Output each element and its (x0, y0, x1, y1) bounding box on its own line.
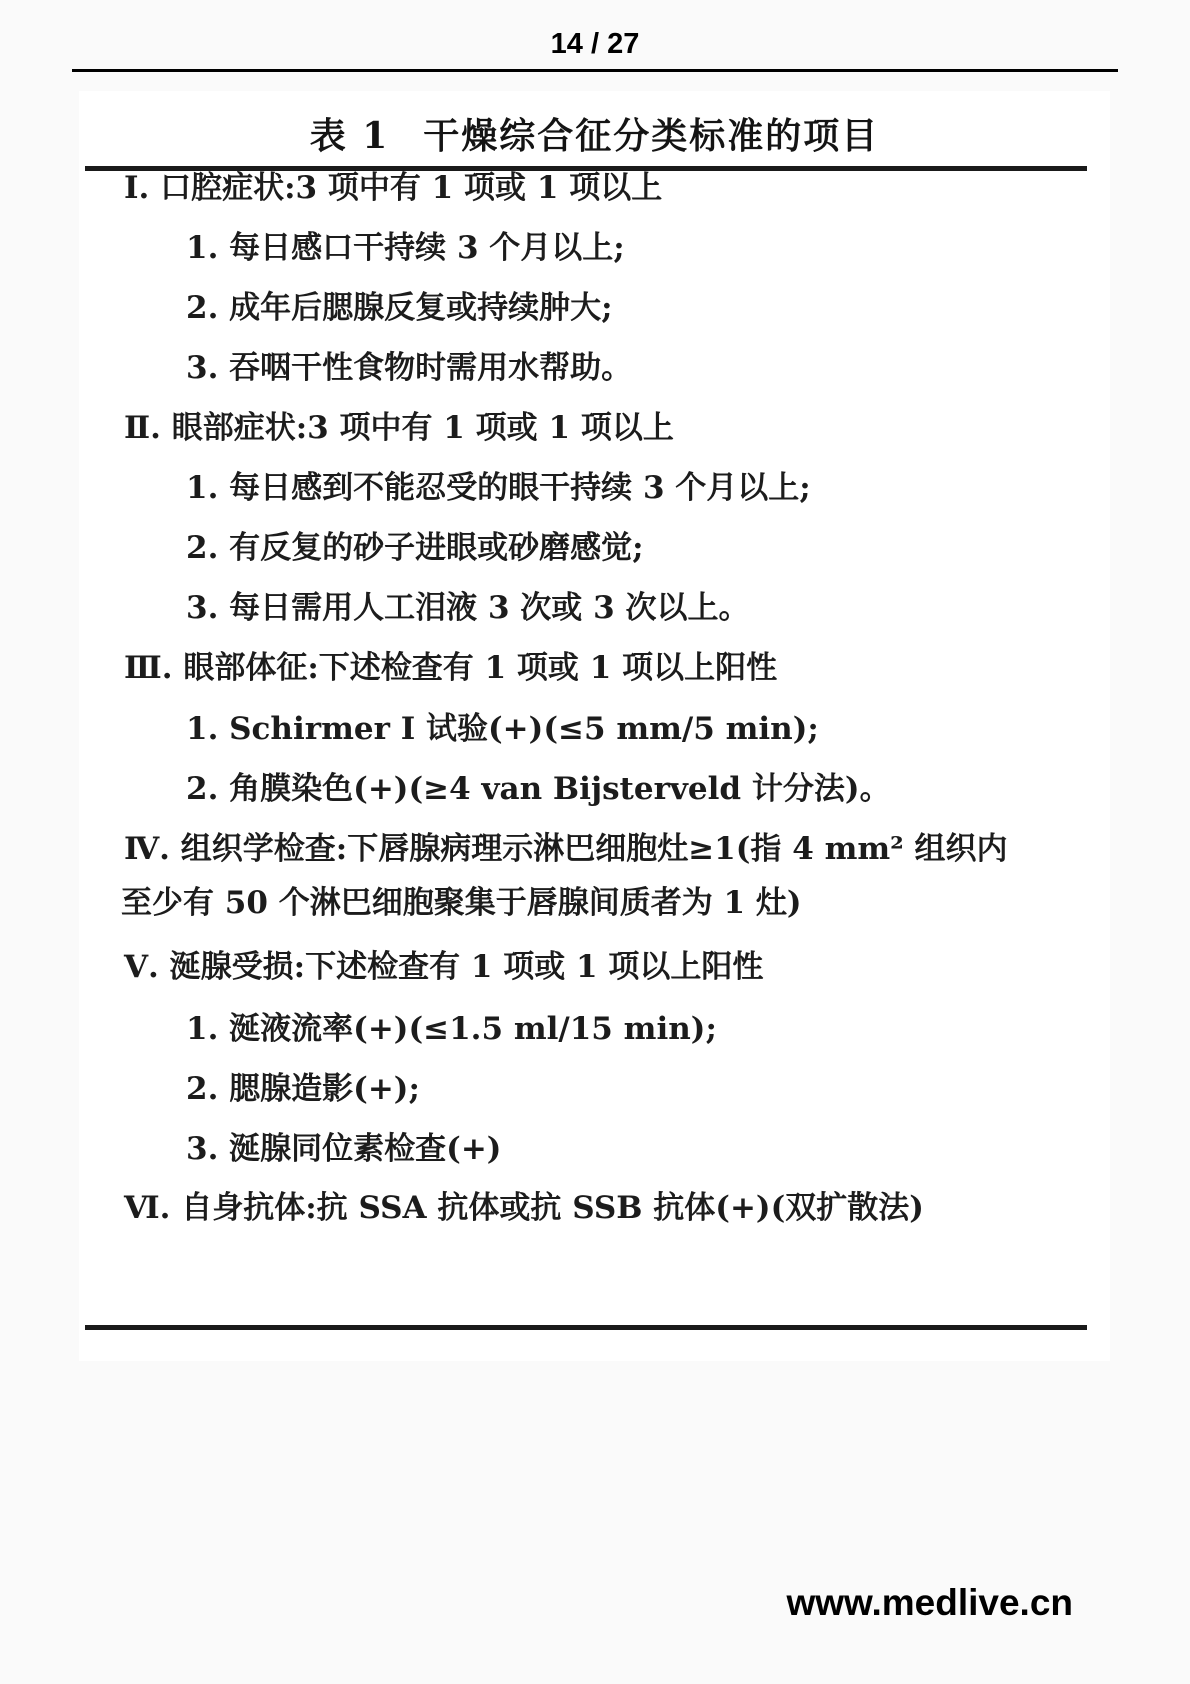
criteria-item: 3. 涎腺同位素检查(+) (186, 1131, 502, 1167)
section-salivary-gland: Ⅴ. 涎腺受损:下述检查有 1 项或 1 项以上阳性 (124, 949, 764, 985)
section-oral-symptoms: Ⅰ. 口腔症状:3 项中有 1 项或 1 项以上 (124, 170, 663, 206)
section-histopathology-continued: 至少有 50 个淋巴细胞聚集于唇腺间质者为 1 灶) (121, 885, 802, 921)
page-number: 14 / 27 (550, 28, 640, 60)
criteria-item: 2. 角膜染色(+)(≥4 van Bijsterveld 计分法)。 (186, 771, 891, 807)
criteria-item: 2. 有反复的砂子进眼或砂磨感觉; (186, 530, 644, 566)
page-header (72, 0, 1118, 72)
section-autoantibodies: Ⅵ. 自身抗体:抗 SSA 抗体或抗 SSB 抗体(+)(双扩散法) (124, 1190, 924, 1226)
table-title-text: 干燥综合征分类标准的项目 (423, 115, 880, 157)
criteria-item: 2. 成年后腮腺反复或持续肿大; (186, 290, 613, 326)
table-title (79, 111, 1110, 161)
header-divider (72, 69, 1118, 72)
criteria-table (79, 91, 1110, 1361)
section-ocular-signs: Ⅲ. 眼部体征:下述检查有 1 项或 1 项以上阳性 (124, 650, 778, 686)
footer-url: www.medlive.cn (786, 1582, 1073, 1623)
criteria-item: 3. 吞咽干性食物时需用水帮助。 (186, 350, 633, 386)
criteria-item: 1. 每日感到不能忍受的眼干持续 3 个月以上; (186, 470, 811, 506)
section-histopathology: Ⅳ. 组织学检查:下唇腺病理示淋巴细胞灶≥1(指 4 mm² 组织内 (124, 831, 1008, 867)
criteria-item: 1. 涎液流率(+)(≤1.5 ml/15 min); (186, 1011, 717, 1047)
table-title-label: 表 1 (309, 115, 390, 157)
criteria-item: 2. 腮腺造影(+); (186, 1071, 420, 1107)
criteria-item: 1. 每日感口干持续 3 个月以上; (186, 230, 625, 266)
criteria-item: 3. 每日需用人工泪液 3 次或 3 次以上。 (186, 590, 750, 626)
criteria-item: 1. Schirmer Ⅰ 试验(+)(≤5 mm/5 min); (186, 711, 819, 747)
table-bottom-rule (85, 1325, 1087, 1330)
section-ocular-symptoms: Ⅱ. 眼部症状:3 项中有 1 项或 1 项以上 (124, 410, 674, 446)
